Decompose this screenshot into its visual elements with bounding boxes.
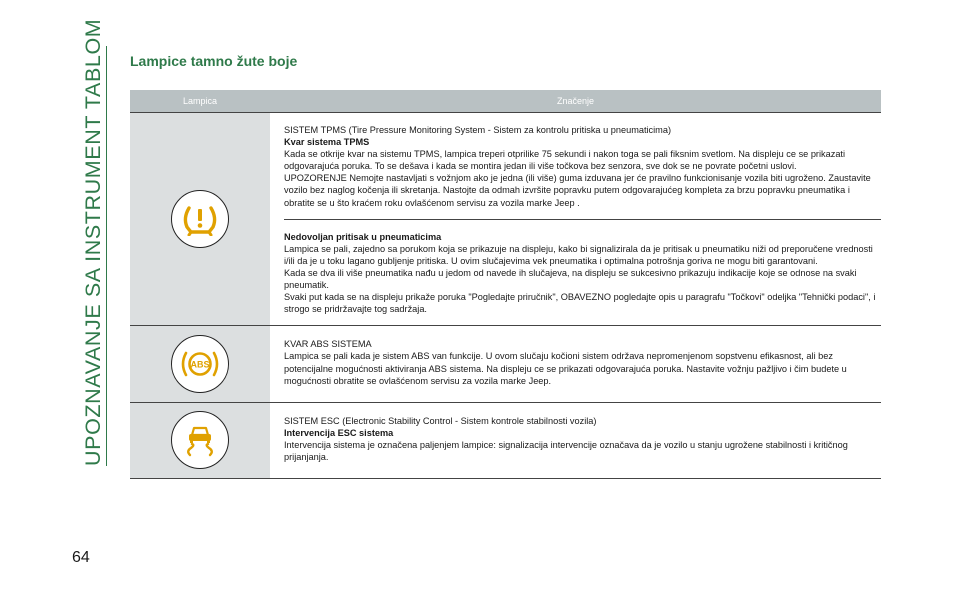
chapter-title: UPOZNAVANJE SA INSTRUMENT TABLOM: [81, 18, 105, 466]
esc-subtitle: Intervencija ESC sistema: [284, 427, 394, 438]
low-pressure-subtitle: Nedovoljan pritisak u pneumaticima: [284, 231, 442, 242]
tpms-failure-text: Kada se otkrije kvar na sistemu TPMS, lampica treperi otprilike 75 sekundi i nakon toga se pali fiksnim svetlom. Na displeju ce se prikazati odgovarajuća poruka. To se dešava i kada se montira jedan ili više točkova bez senzora, sve dok se ne povrate početni uslovi.: [284, 149, 846, 172]
esc-block: [284, 403, 881, 478]
icon-cell: [130, 403, 270, 478]
page-number: 64: [72, 549, 90, 566]
chapter-side-title: [78, 18, 108, 466]
meaning-cell: [270, 326, 881, 401]
chapter-divider: [106, 46, 107, 466]
meaning-cell: [270, 113, 881, 325]
table-row: [130, 403, 881, 479]
meaning-cell: [270, 403, 881, 478]
tpms-failure-subtitle: Kvar sistema TPMS: [284, 137, 370, 148]
esc-warning-icon: [171, 411, 229, 469]
tpms-warning-text: UPOZORENJE Nemojte nastavljati s vožnjom ako je jedna (ili više) guma izduvana jer će pravilno funkcionisanje vozila biti ugroženo. Zaustavite vozilo bez naglog kočenja ili skretanja. Nastojte da odmah izvršite popravku putem odgovarajućeg kompleta za brzu popravku pneumatika i obratite se u što kraćem roku ovlašćenom servisu za vozila marke Jeep .: [284, 173, 871, 208]
tpms-warning-icon: [171, 190, 229, 248]
abs-failure-block: [284, 326, 881, 401]
abs-warning-icon: [171, 335, 229, 393]
table-row: [130, 326, 881, 402]
header-lampica: Lampica: [182, 96, 218, 106]
tpms-failure-block: [284, 113, 881, 220]
low-pressure-text-1: Lampica se pali, zajedno sa porukom koja se prikazuje na displeju, kako bi signalizirala da je pritisak u pneumatiku niži od preporučene vrednosti i/ili da je u toku lagano gubljenje pritiska. U ovim slučajevima vek pneumatika i optimalna potrošnja goriva ne mogu biti garantovani.: [284, 243, 873, 266]
warning-lights-table: [130, 90, 881, 479]
icon-cell: [130, 113, 270, 325]
abs-icon-label: ABS: [190, 359, 210, 370]
table-header: [130, 90, 881, 112]
table-row: [130, 112, 881, 326]
abs-title: KVAR ABS SISTEMA: [284, 339, 372, 350]
low-pressure-text-2: Kada se dva ili više pneumatika nađu u jedom od navede ih slučajeva, na displeju se sukcesivno prikazuju indikacije koje se odnose na svaki pneumatik.: [284, 267, 857, 291]
esc-text: Intervencija sistema je označena paljenjem lampice: signalizacija intervencije označava da je vozilo u stanju ugrožene stabilnosti i kritičnog prijanjanja.: [284, 439, 848, 462]
tpms-system-title: SISTEM TPMS (Tire Pressure Monitoring System - Sistem za kontrolu pritiska u pneumaticima): [284, 125, 672, 135]
section-heading: Lampice tamno žute boje: [130, 53, 298, 69]
abs-text: Lampica se pali kada je sistem ABS van funkcije. U ovom slučaju kočioni sistem održava nepromenjenom sopstvenu efikasnost, ali bez potencijalne mogućnosti aktiviranja ABS sistema. Na displeju ce se prikazati odgovarajuća poruka. Nastavite vožnju pažljivo i čim budete u mogućnosti obratite se ovlašćenom servisu za vozila marke Jeep.: [284, 351, 847, 386]
low-pressure-text-3: Svaki put kada se na displeju prikaže poruka "Pogledajte priručnik", OBAVEZNO pogledajte opis u paragrafu "Točkovi" odeljka "Tehnički podaci", i strogo se pridržavajte tog sadržaja.: [284, 292, 876, 315]
esc-title: SISTEM ESC (Electronic Stability Control - Sistem kontrole stabilnosti vozila): [284, 415, 597, 426]
tpms-low-pressure-block: [284, 220, 881, 326]
header-znacenje: Značenje: [556, 96, 595, 106]
icon-cell: [130, 326, 270, 401]
